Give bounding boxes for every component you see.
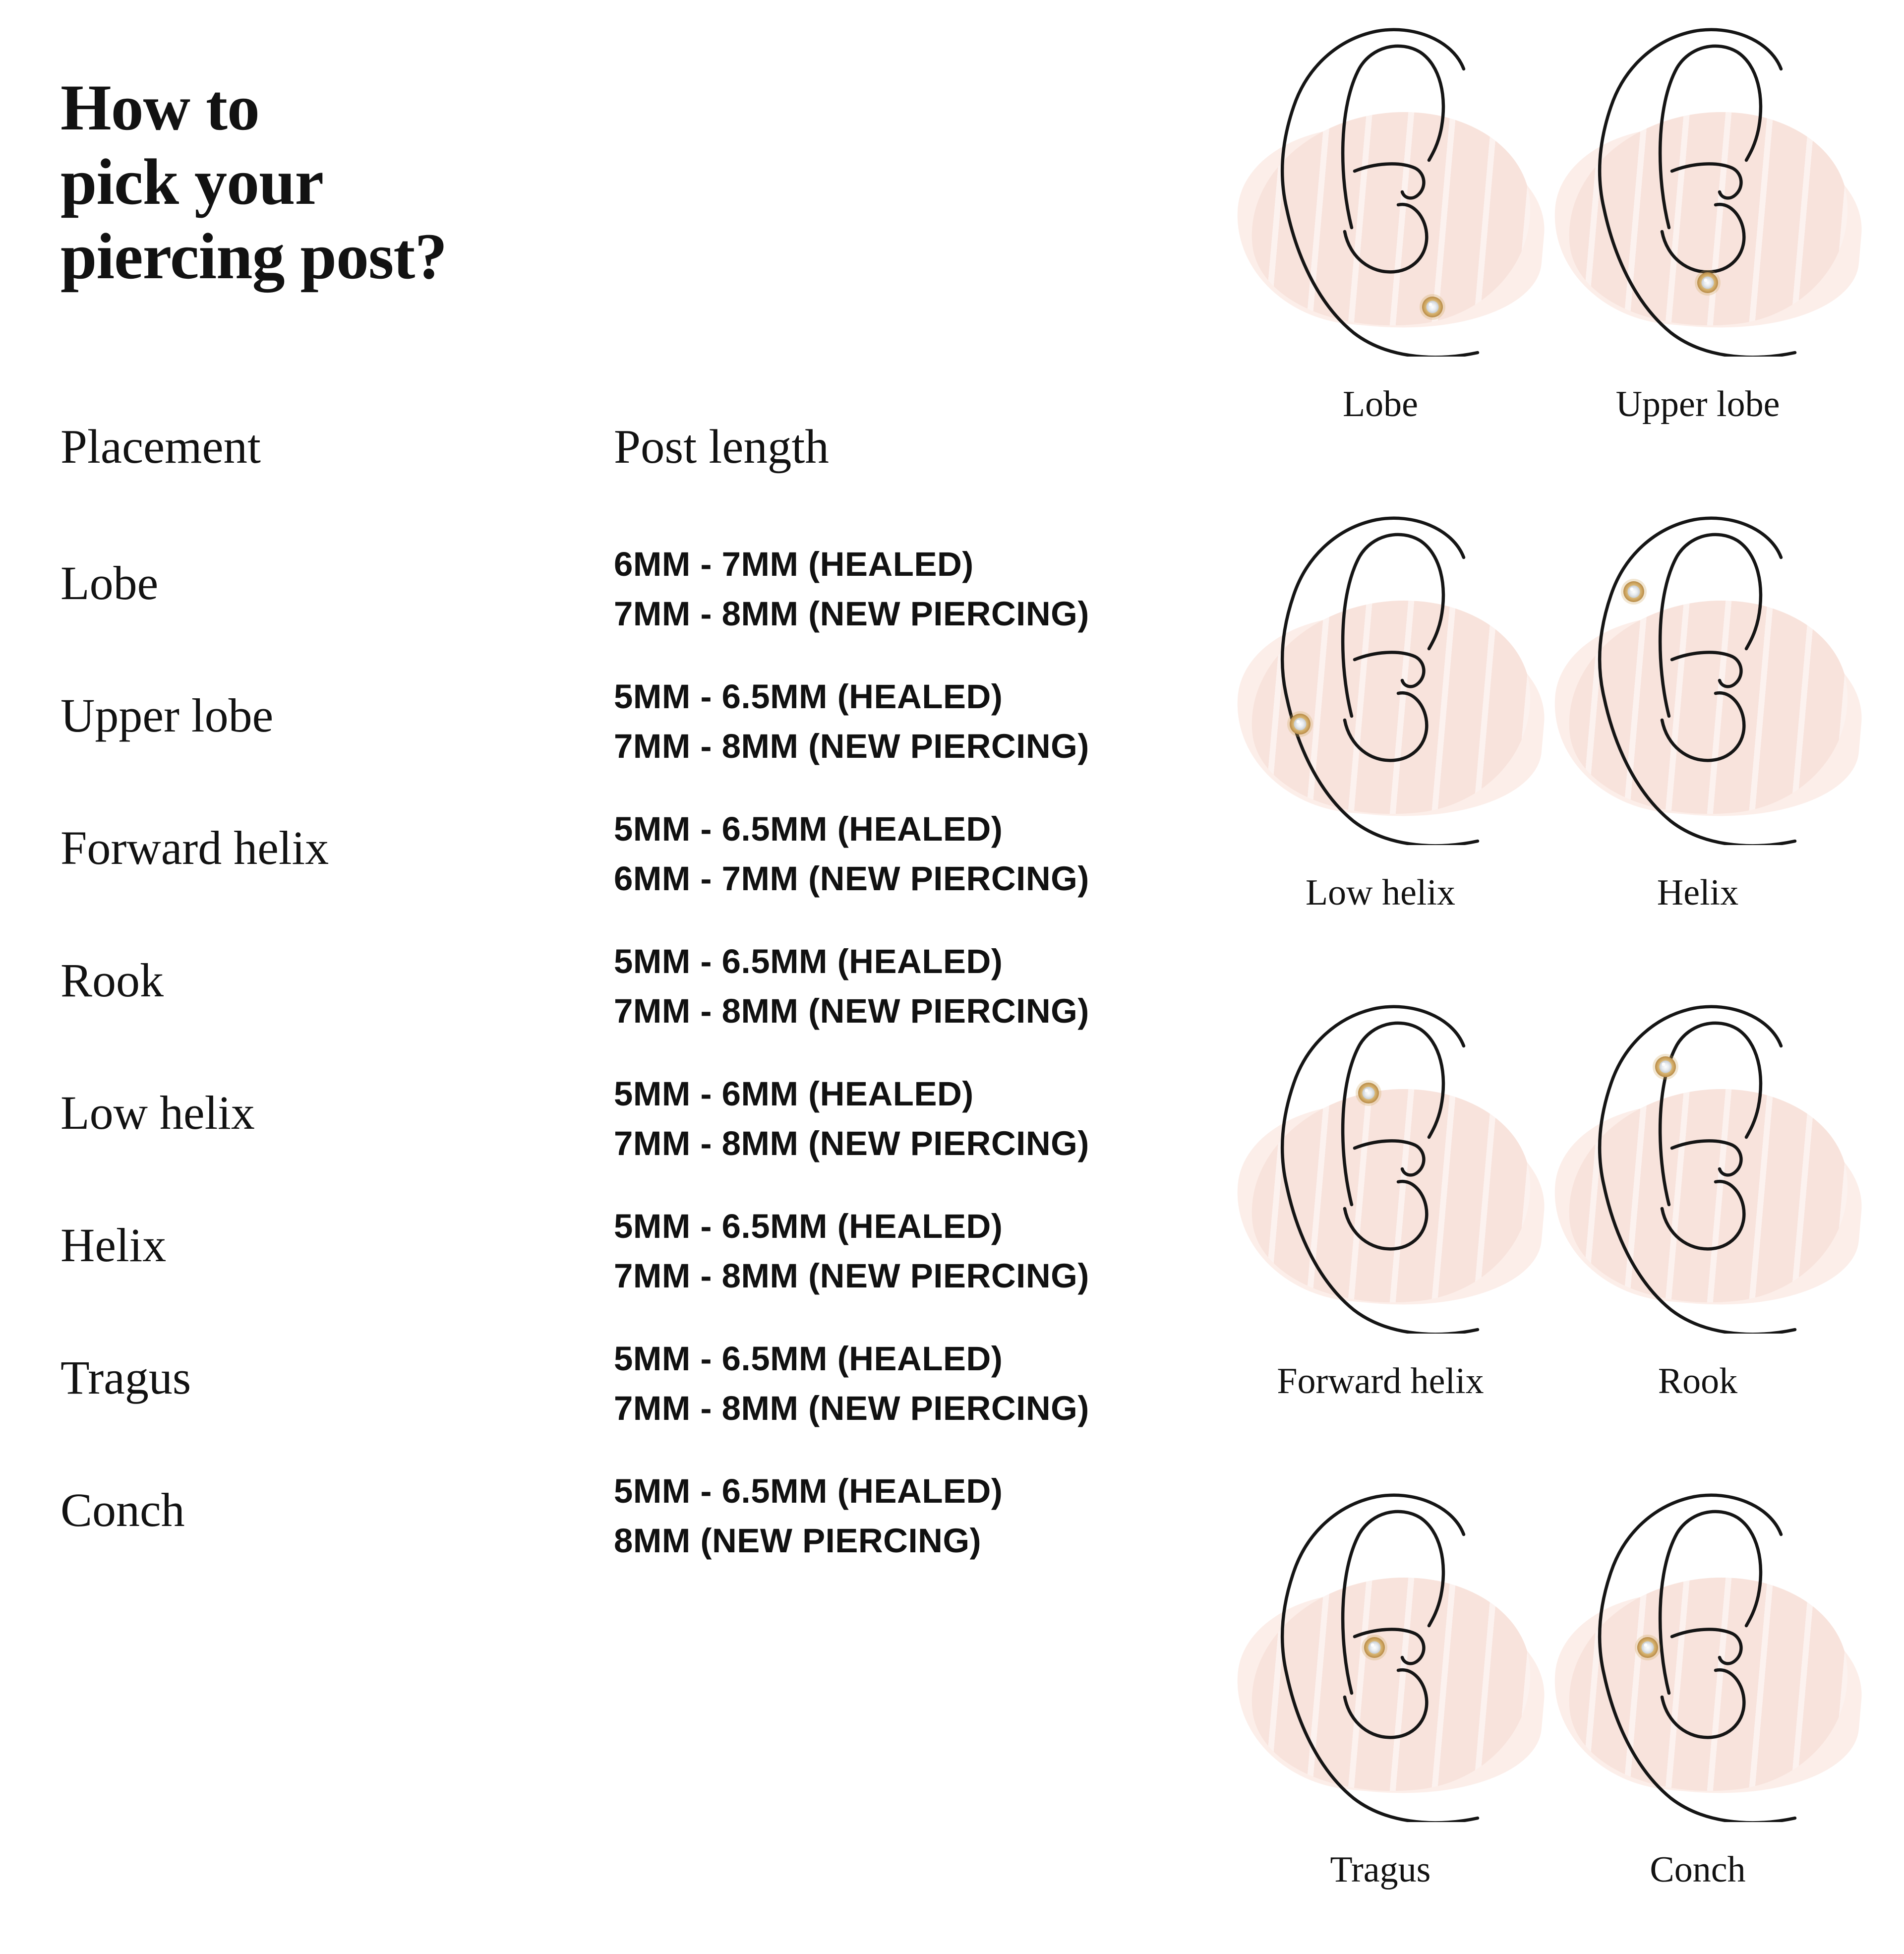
post-length-healed: 5MM - 6.5MM (HEALED)	[614, 942, 1003, 980]
post-length-new-piercing: 7MM - 8MM (NEW PIERCING)	[614, 1124, 1089, 1162]
post-length-new-piercing: 7MM - 8MM (NEW PIERCING)	[614, 595, 1089, 633]
ear-placement-label: Low helix	[1305, 872, 1456, 913]
ear-illustration	[1280, 1493, 1481, 1822]
post-length-values	[614, 937, 1089, 1036]
ear-concha-path	[1345, 1670, 1427, 1737]
ear-concha-path	[1662, 204, 1744, 272]
ear-placement-label: Helix	[1657, 872, 1739, 913]
ear-diagram-card	[1539, 488, 1856, 977]
post-length-healed: 5MM - 6.5MM (HEALED)	[614, 677, 1003, 716]
ear-placement-label: Rook	[1658, 1361, 1738, 1402]
post-length-healed: 5MM - 6.5MM (HEALED)	[614, 810, 1003, 848]
ear-outer-outline-path	[1282, 518, 1478, 845]
earring-stud-icon	[1653, 1054, 1678, 1080]
placement-label: Conch	[60, 1483, 185, 1536]
ear-placement-label: Tragus	[1330, 1849, 1431, 1890]
ear-outer-outline-path	[1282, 30, 1478, 357]
ear-antihelix-crus-path	[1355, 1141, 1424, 1175]
post-length-values	[614, 804, 1089, 904]
ear-concha-path	[1662, 693, 1744, 760]
ear-outer-outline-path	[1600, 518, 1795, 845]
ear-inner-helix-path	[1343, 535, 1443, 716]
placement-label: Rook	[60, 954, 164, 1007]
ear-diagram-card	[1222, 488, 1539, 977]
ear-placement-label: Lobe	[1342, 384, 1419, 425]
placement-label: Helix	[60, 1219, 167, 1272]
post-length-healed: 5MM - 6.5MM (HEALED)	[614, 1207, 1003, 1245]
ear-placement-label: Forward helix	[1277, 1361, 1484, 1402]
post-length-values	[614, 1334, 1089, 1433]
ear-inner-helix-path	[1343, 1023, 1443, 1205]
post-length-column-header: Post length	[614, 420, 829, 473]
ear-outer-outline-path	[1600, 1007, 1795, 1334]
ear-inner-helix-path	[1660, 535, 1761, 716]
ear-inner-helix-path	[1343, 46, 1443, 228]
ear-antihelix-crus-path	[1355, 164, 1424, 198]
post-length-new-piercing: 7MM - 8MM (NEW PIERCING)	[614, 1257, 1089, 1295]
earring-stud-icon	[1695, 270, 1721, 296]
post-length-new-piercing: 7MM - 8MM (NEW PIERCING)	[614, 727, 1089, 765]
post-length-healed: 5MM - 6MM (HEALED)	[614, 1075, 974, 1113]
ear-diagrams-grid	[1222, 0, 1856, 1954]
ear-diagram-card	[1539, 0, 1856, 488]
ear-outer-outline-path	[1282, 1007, 1478, 1334]
post-length-values	[614, 1069, 1089, 1168]
ear-illustration	[1598, 27, 1798, 357]
ear-concha-path	[1662, 1181, 1744, 1249]
title-line: pick your	[60, 145, 324, 218]
ear-outer-outline-path	[1600, 30, 1795, 357]
ear-illustration	[1598, 1004, 1798, 1334]
post-length-new-piercing: 8MM (NEW PIERCING)	[614, 1522, 982, 1560]
ear-placement-label: Upper lobe	[1615, 384, 1780, 425]
ear-illustration	[1598, 516, 1798, 845]
placement-label: Upper lobe	[60, 689, 274, 742]
ear-diagram-card	[1222, 0, 1539, 488]
ear-antihelix-crus-path	[1355, 652, 1424, 686]
ear-inner-helix-path	[1660, 1023, 1761, 1205]
earring-stud-icon	[1287, 711, 1313, 737]
ear-concha-path	[1345, 204, 1427, 272]
ear-diagram-card	[1222, 1466, 1539, 1954]
placement-label: Forward helix	[60, 821, 329, 874]
post-length-values	[614, 540, 1089, 639]
post-length-values	[614, 672, 1089, 771]
ear-placement-label: Conch	[1650, 1849, 1746, 1890]
post-length-new-piercing: 6MM - 7MM (NEW PIERCING)	[614, 859, 1089, 898]
placement-column-header: Placement	[60, 420, 261, 473]
earring-stud-icon	[1420, 294, 1445, 320]
earring-stud-icon	[1356, 1080, 1381, 1106]
ear-diagram-card	[1539, 977, 1856, 1466]
table-row	[60, 1472, 1250, 1619]
post-length-new-piercing: 7MM - 8MM (NEW PIERCING)	[614, 1389, 1089, 1427]
ear-antihelix-crus-path	[1672, 652, 1741, 686]
ear-illustration	[1280, 1004, 1481, 1334]
ear-inner-helix-path	[1660, 1512, 1761, 1693]
ear-concha-path	[1345, 1181, 1427, 1249]
ear-inner-helix-path	[1660, 46, 1761, 228]
ear-concha-path	[1662, 1670, 1744, 1737]
title-line: How to	[60, 71, 259, 144]
post-length-healed: 6MM - 7MM (HEALED)	[614, 545, 974, 583]
earring-stud-icon	[1362, 1635, 1387, 1660]
ear-illustration	[1280, 516, 1481, 845]
placement-label: Tragus	[60, 1351, 191, 1404]
post-length-values	[614, 1202, 1089, 1301]
ear-illustration	[1280, 27, 1481, 357]
post-length-healed: 5MM - 6.5MM (HEALED)	[614, 1472, 1003, 1510]
placement-label: Low helix	[60, 1086, 255, 1139]
earring-stud-icon	[1635, 1635, 1661, 1660]
post-length-new-piercing: 7MM - 8MM (NEW PIERCING)	[614, 992, 1089, 1030]
placement-table	[60, 545, 1250, 1619]
ear-diagram-card	[1539, 1466, 1856, 1954]
ear-antihelix-crus-path	[1672, 1629, 1741, 1663]
page-title	[60, 70, 447, 294]
ear-antihelix-crus-path	[1672, 1141, 1741, 1175]
ear-outer-outline-path	[1600, 1495, 1795, 1822]
title-line: piercing post?	[60, 220, 447, 293]
ear-diagram-card	[1222, 977, 1539, 1466]
earring-stud-icon	[1621, 579, 1647, 605]
post-length-values	[614, 1466, 1003, 1566]
post-length-healed: 5MM - 6.5MM (HEALED)	[614, 1340, 1003, 1378]
ear-illustration	[1598, 1493, 1798, 1822]
placement-label: Lobe	[60, 556, 159, 610]
ear-concha-path	[1345, 693, 1427, 760]
ear-inner-helix-path	[1343, 1512, 1443, 1693]
ear-antihelix-crus-path	[1672, 164, 1741, 198]
